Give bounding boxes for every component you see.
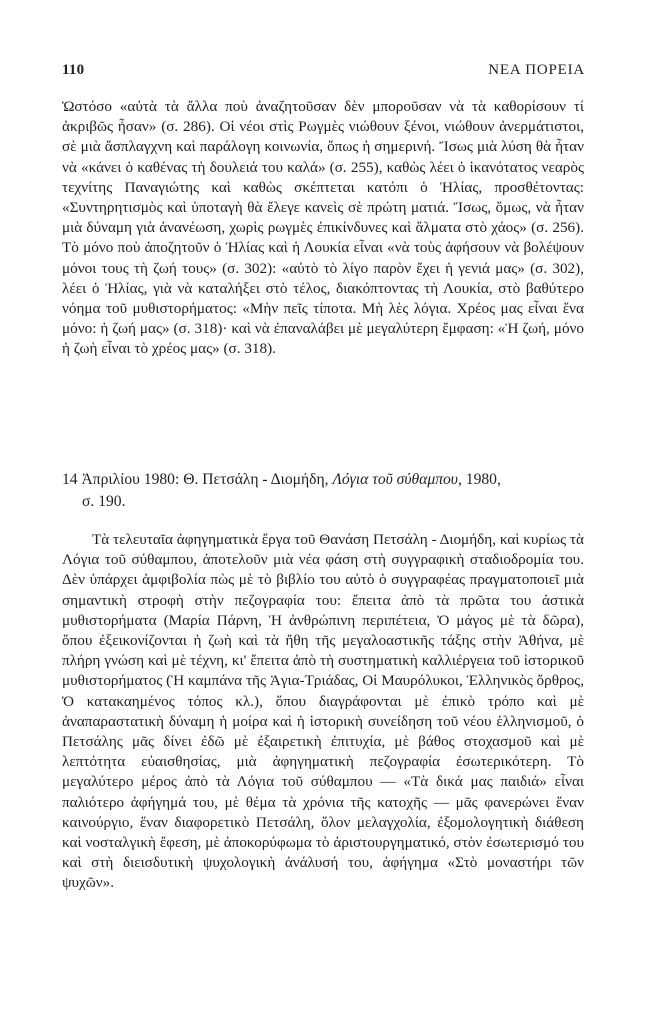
page-number: 110 [62, 62, 85, 78]
journal-title: ΝΕΑ ΠΟΡΕΙΑ [488, 62, 585, 78]
entry-date: 14 Ἀπριλίου 1980: [62, 471, 180, 488]
page-header [62, 62, 585, 86]
entry-author: Θ. Πετσάλη - Διομήδη, [183, 471, 329, 488]
entry-pages: σ. 190. [82, 493, 126, 510]
entry-year: , 1980, [457, 471, 501, 488]
quote-paragraph: Ὡστόσο «αὐτὰ τὰ ἄλλα ποὺ ἀναζητοῦσαν δὲν μποροῦσαν νὰ τὰ καθορίσουν τί ἀκριβῶς ἦσαν» (σ. 286). Οἱ νέοι στὶς Ρωγμὲς νιώθουν ξένοι, νιώθουν ἀνερμάτιστοι, σὲ μιὰ ἄσπλαγχνη καὶ παράλογη κοινωνία, ὅπως ἡ σημερινή. Ἴσως μιὰ λύση θὰ ἦταν νὰ «κάνει ὁ καθένας τὴ δουλειά του καλά» (σ. 255), καθὼς λέει ὁ ἱκανότατος νεαρὸς τεχνίτης Παναγιώτης καὶ καθὼς σκέπτεται κατόπι ὁ Ἠλίας, προσθέτοντας: «Συντηρητισμὸς καὶ ὑποταγὴ θὰ ἔλεγε κανεὶς σὲ πρώτη ματιά. Ἴσως, ὅμως, νὰ ἦταν μιὰ δύναμη γιὰ ἀνανέωση, χωρὶς ρωγμὲς ἐπικίνδυνες καὶ ἅλματα στὸ χάος» (σ. 256). Τὸ μόνο ποὺ ἀποζητοῦν ὁ Ἠλίας καὶ ἡ Λουκία εἶναι «νὰ τοὺς ἀφήσουν νὰ βολέψουν μόνοι τους τὴ ζωή τους» (σ. 302): «αὐτὸ τὸ λίγο παρὸν ἔχει ἡ γενιά μας» (σ. 302), λέει ὁ Ἠλίας, γιὰ νὰ καταλήξει στὸ τέλος, διακόπτοντας τὴ Λουκία, στὸ βαθύτερο νόημα τοῦ μυθιστορήματος: «Μὴν πεῖς τίποτα. Μὴ λὲς λόγια. Χρέος μας εἶναι ἕνα μόνο: ἡ ζωή μας» (σ. 318)· καὶ νὰ ἐπαναλάβει μὲ μεγαλύτερη ἔμφαση: «Ἡ ζωή, μόνο ἡ ζωὴ εἶναι τὸ χρέος μας» (σ. 318). [62, 98, 584, 358]
review-section [62, 530, 584, 894]
quote-section [62, 97, 584, 360]
entry-book-title: Λόγια τοῦ σύθαμπου [332, 471, 458, 488]
review-paragraph: Τὰ τελευταῖα ἀφηγηματικὰ ἔργα τοῦ Θανάση Πετσάλη - Διομήδη, καὶ κυρίως τὰ Λόγια τοῦ σύθαμπου, ἀποτελοῦν μιὰ νέα φάση στὴ συγγραφικὴ σταδιοδρομία του. Δὲν ὑπάρχει ἀμφιβολία πὼς μὲ τὸ βιβλίο του αὐτὸ ὁ συγγραφέας πραγματοποιεῖ μιὰ σημαντικὴ στροφὴ στὴν πεζογραφία του: ἔπειτα ἀπὸ τὰ πρῶτα του ἀστικὰ μυθιστορήματα (Μαρία Πάρνη, Ἡ ἀνθρώπινη περιπέτεια, Ὁ μάγος μὲ τὰ δῶρα), ὅπου ἐξεικονίζονται ἡ ζωὴ καὶ τὰ ἤθη τῆς μεγαλοαστικῆς τάξης στὴν Ἀθήνα, μὲ πλήρη γνώση καὶ μὲ τέχνη, κι' ἔπειτα ἀπὸ τὴ συστηματικὴ καλλιέργεια τοῦ ἱστορικοῦ μυθιστορήματος (Ἡ καμπάνα τῆς Ἁγια-Τριάδας, Οἱ Μαυρόλυκοι, Ἑλληνικὸς ὄρθρος, Ὁ κατακαημένος τόπος κλ.), ὅπου διαγράφονται μὲ ἐπικὸ τρόπο καὶ μὲ ἀναπαραστατικὴ δύναμη ἡ μοίρα καὶ ἡ ἱστορικὴ συνείδηση τοῦ νέου ἑλληνισμοῦ, ὁ Πετσάλης μᾶς δίνει ἐδῶ μὲ ἐξαιρετικὴ ἐπιτυχία, μὲ βάθος στοχασμοῦ καὶ μὲ λεπτότητα εὐαισθησίας, μιὰ ἀφηγηματικὴ πεζογραφία ἐσωτερικότερη. Τὸ μεγαλύτερο μέρος ἀπὸ τὰ Λόγια τοῦ σύθαμπου — «Τὰ δικά μας παιδιά» εἶναι παλιότερο ἀφήγημά του, μὲ θέμα τὰ χρόνια τῆς κατοχῆς — μᾶς φανερώνει ἕναν καινούργιο, ἕναν διαφορετικὸ Πετσάλη, ὅλον μελαγχολία, ἐξομολογητικὴ διάθεση καὶ νοσταλγικὴ ἔφεση, μὲ ἀποκορύφωμα τὸ ἀριστουργηματικό, στὸν ἐσωτερισμό του καὶ στὴ διεισδυτικὴ ψυχολογικὴ ἀνάλυσή του, ἀφήγημα «Στὸ μοναστήρι τῶν ψυχῶν». [62, 531, 584, 892]
entry-heading [62, 469, 584, 513]
